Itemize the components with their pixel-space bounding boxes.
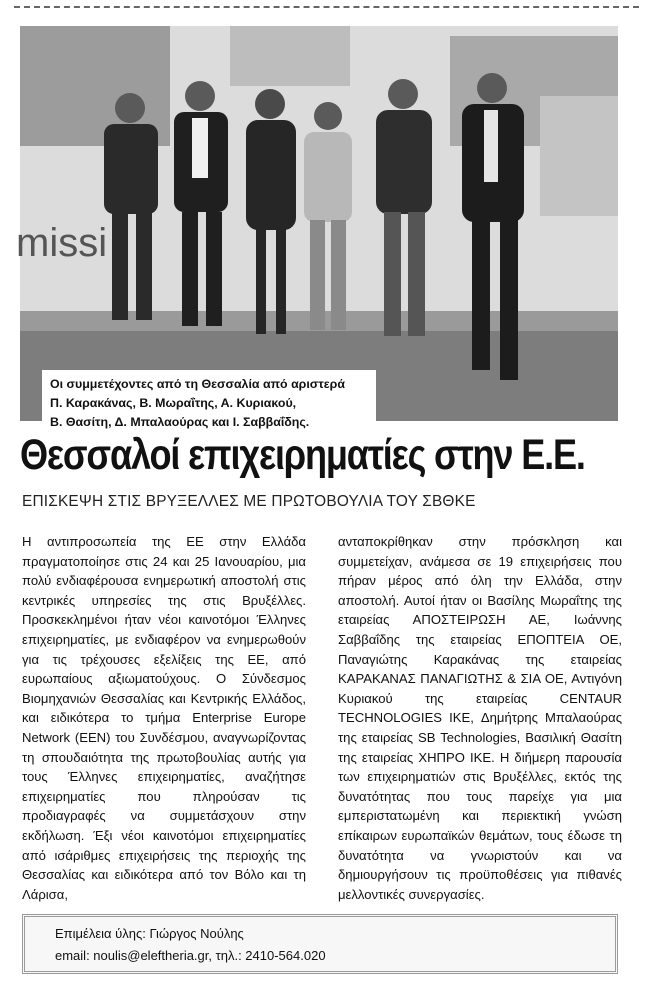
group-photo-illustration (16, 26, 618, 421)
photo-caption: Οι συμμετέχοντες από τη Θεσσαλία από αριστερά Π. Καρακάνας, Β. Μωραΐτης, Α. Κυριακού, Β. Θασίτη, Δ. Μπαλαούρας και Ι. Σαββαΐδης. (42, 370, 376, 436)
top-dashed-rule (14, 6, 639, 8)
article-body-column-2: ανταποκρίθηκαν στην πρόσκληση και συμμετείχαν, ανάμεσα σε 19 επιχειρήσεις που πήραν μέρος από όλη την Ελλάδα, στην αποστολή. Αυτοί ήταν οι Βασίλης Μωραΐτης της εταιρείας ΑΠΟΣΤΕΙΡΩΣΗ ΑΕ, Ιωάννης Σαββαΐδης της εταιρείας ΕΠΟΠΤΕΙΑ ΟΕ, Παναγιώτης Καρακάνας της εταιρείας ΚΑΡΑΚΑΝΑΣ ΠΑΝΑΓΙΩΤΗΣ & ΣΙΑ ΟΕ, Αντιγόνη Κυριακού της εταιρείας CENTAUR TECHNOLOGIES IKE, Δημήτρης Μπαλαούρας της εταιρείας SB Technologies, Βασιλική Θασίτη της εταιρείας ΧΗΠΡΟ ΙΚΕ. Η διήμερη παρουσία των επιχειρηματιών στις Βρυξέλλες, εκτός της δυνατότητας που τους παρείχε για μια εμπεριστατωμένη και περιεκτική γνώση επίκαιρων ευρωπαϊκών θεμάτων, τους έδωσε τη δυνατότητα να γνωριστούν και να δημιουργήσουν τις προϋποθέσεις για πιθανές μελλοντικές συνεργασίες. (338, 534, 622, 902)
article-subheadline: ΕΠΙΣΚΕΨΗ ΣΤΙΣ ΒΡΥΞΕΛΛΕΣ ΜΕ ΠΡΩΤΟΒΟΥΛΙΑ ΤΟΥ ΣΒΘΚΕ (22, 493, 476, 510)
group-photo (16, 26, 618, 429)
editor-credit-box (22, 914, 618, 974)
editor-credit: Επιμέλεια ύλης: Γιώργος Νούλης (55, 926, 244, 941)
svg-text:missi: missi (16, 221, 108, 265)
article-headline: Θεσσαλοί επιχειρηματίες στην Ε.Ε. (20, 431, 585, 479)
editor-contact: email: noulis@eleftheria.gr, τηλ.: 2410-564.020 (55, 948, 326, 963)
article-body-column-1: Η αντιπροσωπεία της ΕΕ στην Ελλάδα πραγματοποίησε στις 24 και 25 Ιανουαρίου, μια πολύ ενδιαφέρουσα ενημερωτική αποστολή στις κεντρικές υπηρεσίες της στις Βρυξέλλες. Προσκεκλημένοι ήταν νέοι καινοτόμοι Έλληνες επιχειρηματίες, με ενδιαφέρον να ενημερωθούν για τις τρέχουσες εξελίξεις της ΕΕ, από ευρωπαίους αξιωματούχους. Ο Σύνδεσμος Βιομηχανιών Θεσσαλίας και Κεντρικής Ελλάδος, και ειδικότερα το τμήμα Enterprise Europe Network (EEN) του Συνδέσμου, αναγνωρίζοντας τη σπουδαιότητα της πρωτοβουλίας αυτής για τους Έλληνες επιχειρηματίες, αναζήτησε επιχειρηματίες που πληρούσαν τις προδιαγραφές να συμμετάσχουν στην εκδήλωση. Έξι νέοι καινοτόμοι επιχειρηματίες από ισάριθμες επιχειρήσεις της περιοχής της Θεσσαλίας και ειδικότερα από τον Βόλο και τη Λάρισα, (22, 534, 306, 902)
